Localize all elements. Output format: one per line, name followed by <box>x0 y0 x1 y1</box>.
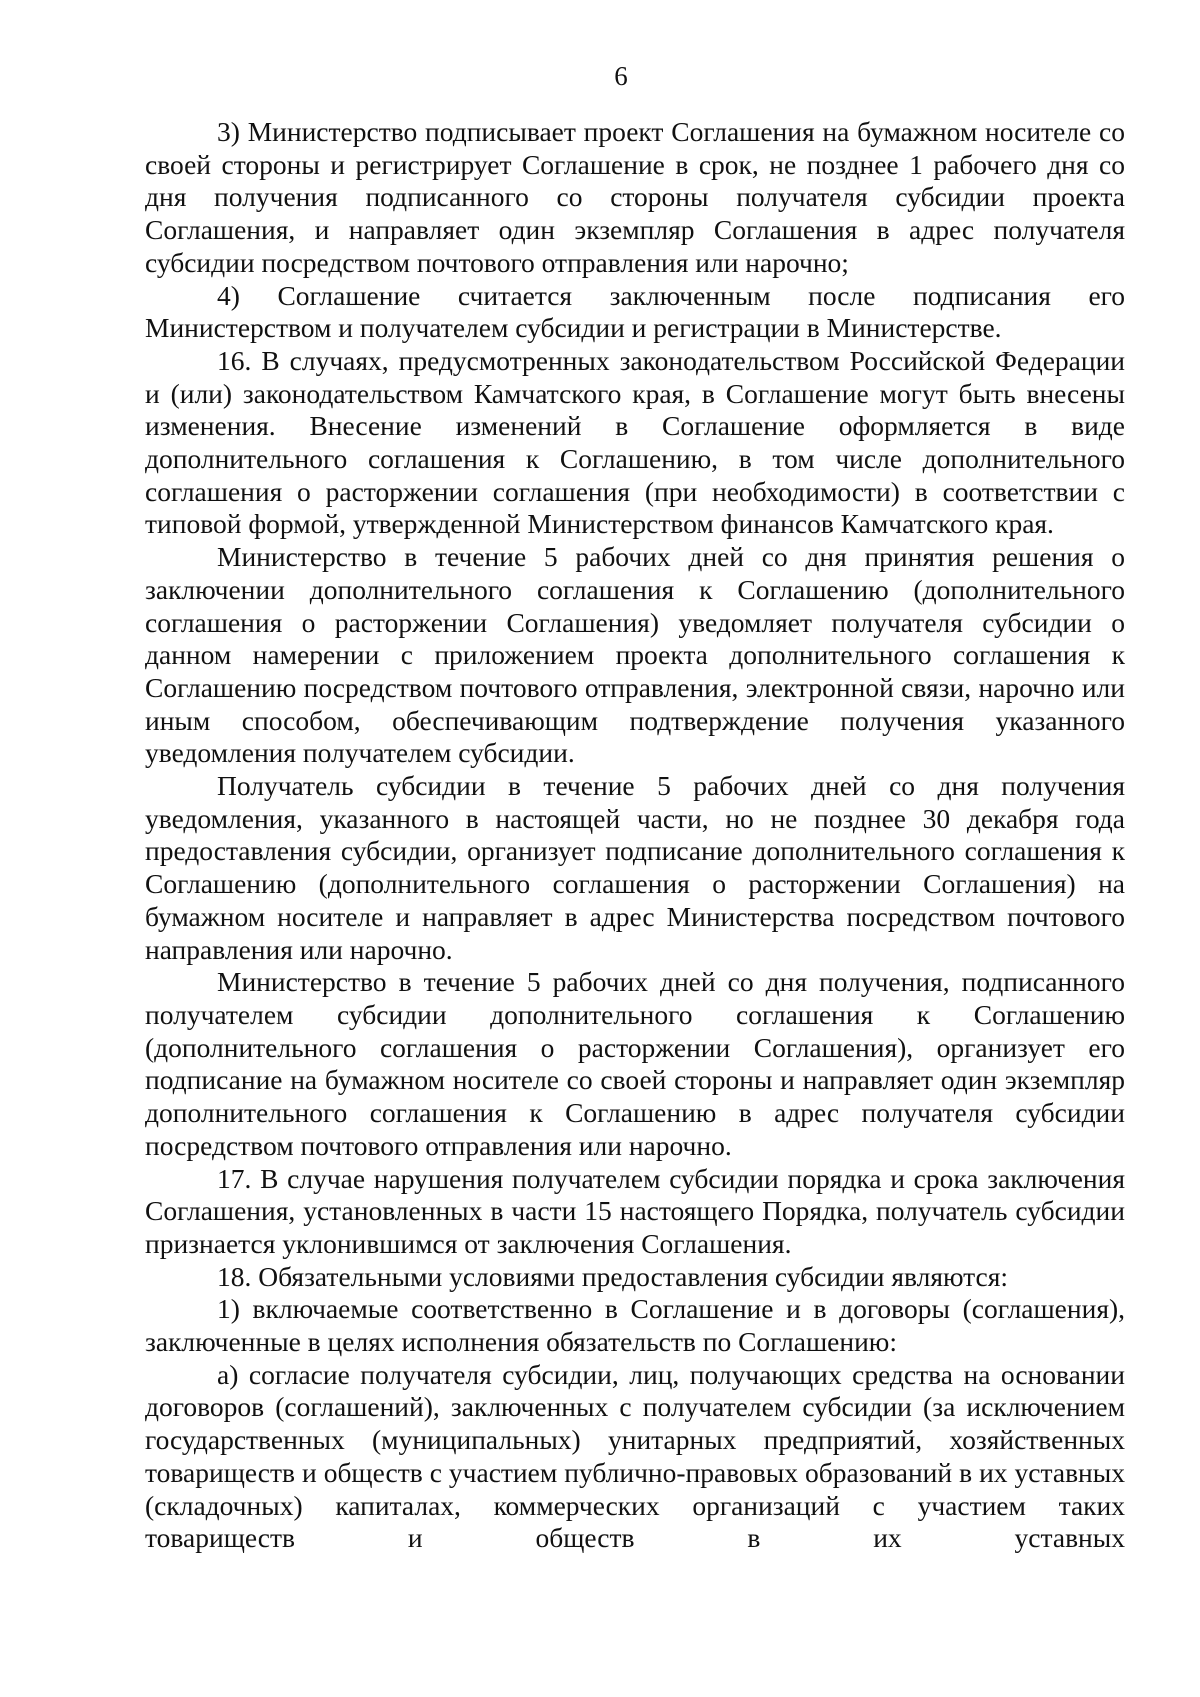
paragraph-18-1-a: а) согласие получателя субсидии, лиц, получающих средства на основании договоров (соглашений), заключенных с получателем субсидии (за исключением государственных (муниципальных) унитарных предприятий, хозяйственных товариществ и обществ с участием публично-правовых образований в их уставных (складочных) капиталах, коммерческих организаций с участием таких товариществ и обществ в их уставных <box>145 1358 1125 1554</box>
paragraph-18-1: 1) включаемые соответственно в Соглашение и в договоры (соглашения), заключенные в целях исполнения обязательств по Соглашению: <box>145 1293 1125 1358</box>
paragraph-15-4: 4) Соглашение считается заключенным после подписания его Министерством и получателем субсидии и регистрации в Министерстве. <box>145 279 1125 344</box>
document-body <box>145 116 1125 1555</box>
paragraph-16-recipient-signing: Получатель субсидии в течение 5 рабочих дней со дня получения уведомления, указанного в настоящей части, но не позднее 30 декабря года предоставления субсидии, организует подписание дополнительного соглашения к Соглашению (дополнительного соглашения о расторжении Соглашения) на бумажном носителе и направляет в адрес Министерства посредством почтового направления или нарочно. <box>145 770 1125 965</box>
page-number: 6 <box>614 61 628 91</box>
paragraph-15-3: 3) Министерство подписывает проект Соглашения на бумажном носителе со своей стороны и регистрирует Соглашение в срок, не позднее 1 рабочего дня со дня получения подписанного со стороны получателя субсидии проекта Соглашения, и направляет один экземпляр Соглашения в адрес получателя субсидии посредством почтового отправления или нарочно; <box>145 116 1125 278</box>
paragraph-17: 17. В случае нарушения получателем субсидии порядка и срока заключения Соглашения, установленных в части 15 настоящего Порядка, получатель субсидии признается уклонившимся от заключения Соглашения. <box>145 1162 1125 1259</box>
paragraph-16-ministry-signing: Министерство в течение 5 рабочих дней со дня получения, подписанного получателем субсидии дополнительного соглашения к Соглашению (дополнительного соглашения о расторжении Соглашения), организует его подписание на бумажном носителе со своей стороны и направляет один экземпляр дополнительного соглашения к Соглашению в адрес получателя субсидии посредством почтового отправления или нарочно. <box>145 966 1125 1161</box>
paragraph-18: 18. Обязательными условиями предоставления субсидии являются: <box>217 1260 1009 1292</box>
paragraph-16-ministry-notice: Министерство в течение 5 рабочих дней со дня принятия решения о заключении дополнительного соглашения к Соглашению (дополнительного соглашения о расторжении Соглашения) уведомляет получателя субсидии о данном намерении с приложением проекта дополнительного соглашения к Соглашению посредством почтового отправления, электронной связи, нарочно или иным способом, обеспечивающим подтверждение получения указанного уведомления получателем субсидии. <box>145 541 1125 769</box>
paragraph-16: 16. В случаях, предусмотренных законодательством Российской Федерации и (или) законодательством Камчатского края, в Соглашение могут быть внесены изменения. Внесение изменений в Соглашение оформляется в виде дополнительного соглашения к Соглашению, в том числе дополнительного соглашения о расторжении соглашения (при необходимости) в соответствии с типовой формой, утвержденной Министерством финансов Камчатского края. <box>145 344 1125 540</box>
